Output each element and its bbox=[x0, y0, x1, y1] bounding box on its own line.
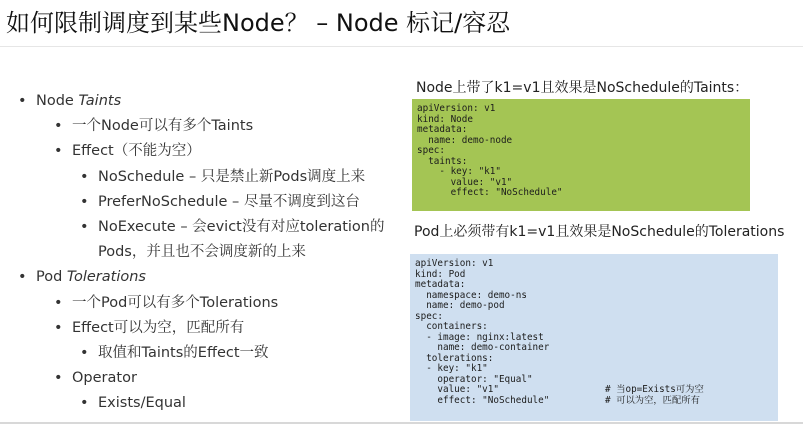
bullet-item bbox=[54, 367, 137, 389]
title-divider bbox=[0, 46, 803, 47]
code-line: effect: "NoSchedule" bbox=[417, 187, 563, 198]
code-text: containers: bbox=[415, 321, 488, 332]
bottom-divider bbox=[0, 422, 803, 424]
code-text: operator: "Equal" bbox=[415, 373, 533, 385]
code-line bbox=[415, 259, 773, 270]
code-text: spec: bbox=[415, 310, 443, 322]
code-line bbox=[415, 396, 773, 407]
code-line: spec: bbox=[417, 145, 445, 156]
code-text: tolerations: bbox=[415, 352, 494, 364]
bullet-item bbox=[54, 140, 201, 162]
bullet-dot-icon: • bbox=[54, 118, 63, 134]
code-text: name: demo-pod bbox=[415, 300, 505, 311]
bullet-item bbox=[80, 191, 360, 213]
bullet-italic-text: Taints bbox=[78, 93, 122, 109]
code-text: - key: "k1" bbox=[415, 363, 488, 374]
bullet-text: NoExecute – 会evict没有对应toleration的 bbox=[98, 219, 385, 235]
slide-title: 如何限制调度到某些Node？ – Node 标记/容忍 bbox=[6, 9, 511, 37]
bullet-dot-icon: • bbox=[80, 169, 89, 185]
bullet-text: 一个Node可以有多个Taints bbox=[72, 118, 254, 134]
code-text: kind: Pod bbox=[415, 268, 466, 280]
bullet-item bbox=[80, 392, 186, 414]
bullet-text: Effect（不能为空） bbox=[72, 143, 201, 159]
bullet-dot-icon: • bbox=[54, 295, 63, 311]
bullet-item bbox=[80, 342, 269, 364]
code-text: name: demo-container bbox=[415, 342, 550, 353]
code-comment: # 当op=Exists可为空 bbox=[605, 384, 704, 395]
code-line: value: "v1" bbox=[417, 176, 513, 188]
node-yaml-block bbox=[412, 99, 750, 211]
bullet-item bbox=[18, 266, 146, 288]
code-line bbox=[415, 270, 773, 281]
bullet-item bbox=[54, 317, 244, 339]
bullet-item bbox=[80, 241, 306, 263]
bullet-dot-icon: • bbox=[80, 395, 89, 411]
bullet-text: 取值和Taints的Effect一致 bbox=[98, 345, 269, 361]
code-line: taints: bbox=[417, 155, 468, 167]
code-text: value: "v1" bbox=[415, 384, 499, 395]
code-line: - key: "k1" bbox=[417, 166, 501, 177]
code-text: namespace: demo-ns bbox=[415, 289, 527, 301]
bullet-dot-icon: • bbox=[54, 320, 63, 336]
code-line: kind: Node bbox=[417, 113, 473, 125]
bullet-dot-icon: • bbox=[18, 93, 27, 109]
bullet-dot-icon: • bbox=[54, 143, 63, 159]
pod-yaml-caption: Pod上必须带有k1=v1且效果是NoSchedule的Tolerations bbox=[414, 224, 785, 240]
bullet-text: Node bbox=[36, 93, 79, 109]
bullet-dot-icon: • bbox=[80, 219, 89, 235]
bullet-dot-icon: • bbox=[80, 345, 89, 361]
bullet-text: Pod bbox=[36, 269, 67, 285]
node-yaml-caption: Node上带了k1=v1且效果是NoSchedule的Taints： bbox=[416, 80, 749, 96]
code-line: name: demo-node bbox=[417, 134, 513, 146]
bullet-item bbox=[54, 292, 278, 314]
code-line: metadata: bbox=[417, 124, 468, 135]
bullet-item bbox=[80, 166, 365, 188]
bullet-dot-icon: • bbox=[54, 370, 63, 386]
pod-yaml-block bbox=[410, 254, 778, 421]
bullet-text: Operator bbox=[72, 370, 137, 386]
bullet-text: NoSchedule – 只是禁止新Pods调度上来 bbox=[98, 169, 366, 185]
bullet-text: Pods，并且也不会调度新的上来 bbox=[98, 244, 306, 260]
bullet-dot-icon: • bbox=[18, 269, 27, 285]
code-text: - image: nginx:latest bbox=[415, 331, 544, 343]
bullet-italic-text: Tolerations bbox=[66, 269, 146, 285]
code-line bbox=[415, 301, 773, 312]
bullet-text: Effect可以为空，匹配所有 bbox=[72, 320, 245, 336]
code-text: apiVersion: v1 bbox=[415, 258, 494, 269]
bullet-dot-icon: • bbox=[80, 194, 89, 210]
code-text: effect: "NoSchedule" bbox=[415, 394, 550, 406]
code-text: metadata: bbox=[415, 279, 466, 290]
bullet-text: Exists/Equal bbox=[98, 395, 186, 411]
code-comment: # 可以为空，匹配所有 bbox=[605, 394, 700, 406]
bullet-text: 一个Pod可以有多个Tolerations bbox=[72, 295, 279, 311]
bullet-item bbox=[54, 115, 253, 137]
bullet-item bbox=[18, 90, 121, 112]
bullet-item bbox=[80, 216, 385, 238]
code-line: apiVersion: v1 bbox=[417, 103, 496, 114]
bullet-text: PreferNoSchedule – 尽量不调度到这台 bbox=[98, 194, 360, 210]
